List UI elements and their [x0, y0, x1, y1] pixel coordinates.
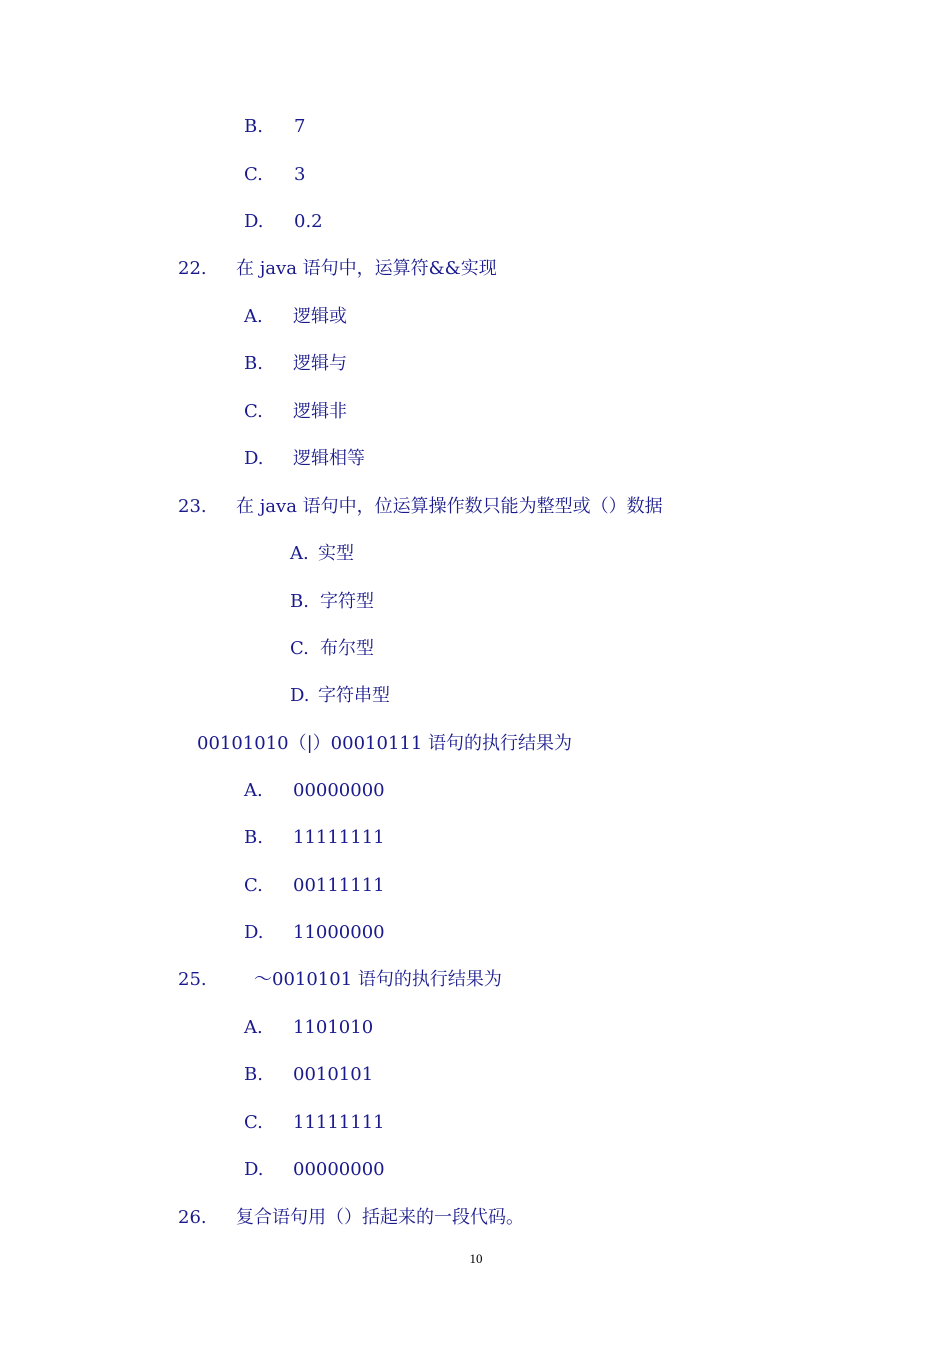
question-text: 在 java 语句中，运算符&&实现: [236, 258, 497, 279]
option-letter: C.: [244, 1112, 263, 1133]
option-text: 逻辑相等: [293, 448, 365, 469]
option-letter: C.: [244, 164, 263, 185]
option-text: 7: [294, 116, 306, 137]
question-text: 00101010（|）00010111 语句的执行结果为: [197, 733, 573, 754]
option-text: 3: [294, 164, 306, 185]
option-text: 字符串型: [318, 685, 390, 706]
option-letter: B.: [244, 1064, 263, 1085]
option-text: 实型: [318, 543, 354, 564]
option-text: 0.2: [294, 211, 323, 232]
option-letter: A.: [290, 543, 309, 564]
option-letter: B.: [244, 353, 263, 374]
question-text: 在 java 语句中，位运算操作数只能为整型或（）数据: [236, 496, 663, 517]
option-text: 逻辑或: [293, 306, 347, 327]
option-text: 00000000: [293, 1159, 385, 1180]
option-letter: D.: [244, 448, 264, 469]
option-text: 0010101: [293, 1064, 374, 1085]
option-letter: C.: [244, 401, 263, 422]
page-number: 10: [469, 1251, 483, 1266]
option-letter: B.: [244, 116, 263, 137]
option-letter: B.: [244, 827, 263, 848]
question-text: 复合语句用（）括起来的一段代码。: [236, 1207, 524, 1228]
option-text: 11111111: [293, 827, 385, 848]
option-text: 逻辑非: [293, 401, 347, 422]
question-number: 26.: [178, 1207, 207, 1228]
question-text: ～0010101 语句的执行结果为: [254, 969, 502, 990]
option-text: 00111111: [293, 875, 385, 896]
option-letter: D.: [244, 1159, 264, 1180]
option-text: 逻辑与: [293, 353, 347, 374]
option-letter: A.: [244, 780, 263, 801]
option-letter: C.: [290, 638, 309, 659]
option-letter: A.: [244, 1017, 263, 1038]
question-number: 22.: [178, 258, 207, 279]
option-letter: C.: [244, 875, 263, 896]
option-letter: D.: [244, 922, 264, 943]
option-letter: D.: [290, 685, 310, 706]
option-text: 11111111: [293, 1112, 385, 1133]
option-text: 布尔型: [320, 638, 374, 659]
option-text: 00000000: [293, 780, 385, 801]
option-text: 1101010: [293, 1017, 374, 1038]
option-text: 11000000: [293, 922, 385, 943]
option-text: 字符型: [320, 591, 374, 612]
question-number: 25.: [178, 969, 207, 990]
option-letter: A.: [244, 306, 263, 327]
question-number: 23.: [178, 496, 207, 517]
option-letter: B.: [290, 591, 309, 612]
option-letter: D.: [244, 211, 264, 232]
